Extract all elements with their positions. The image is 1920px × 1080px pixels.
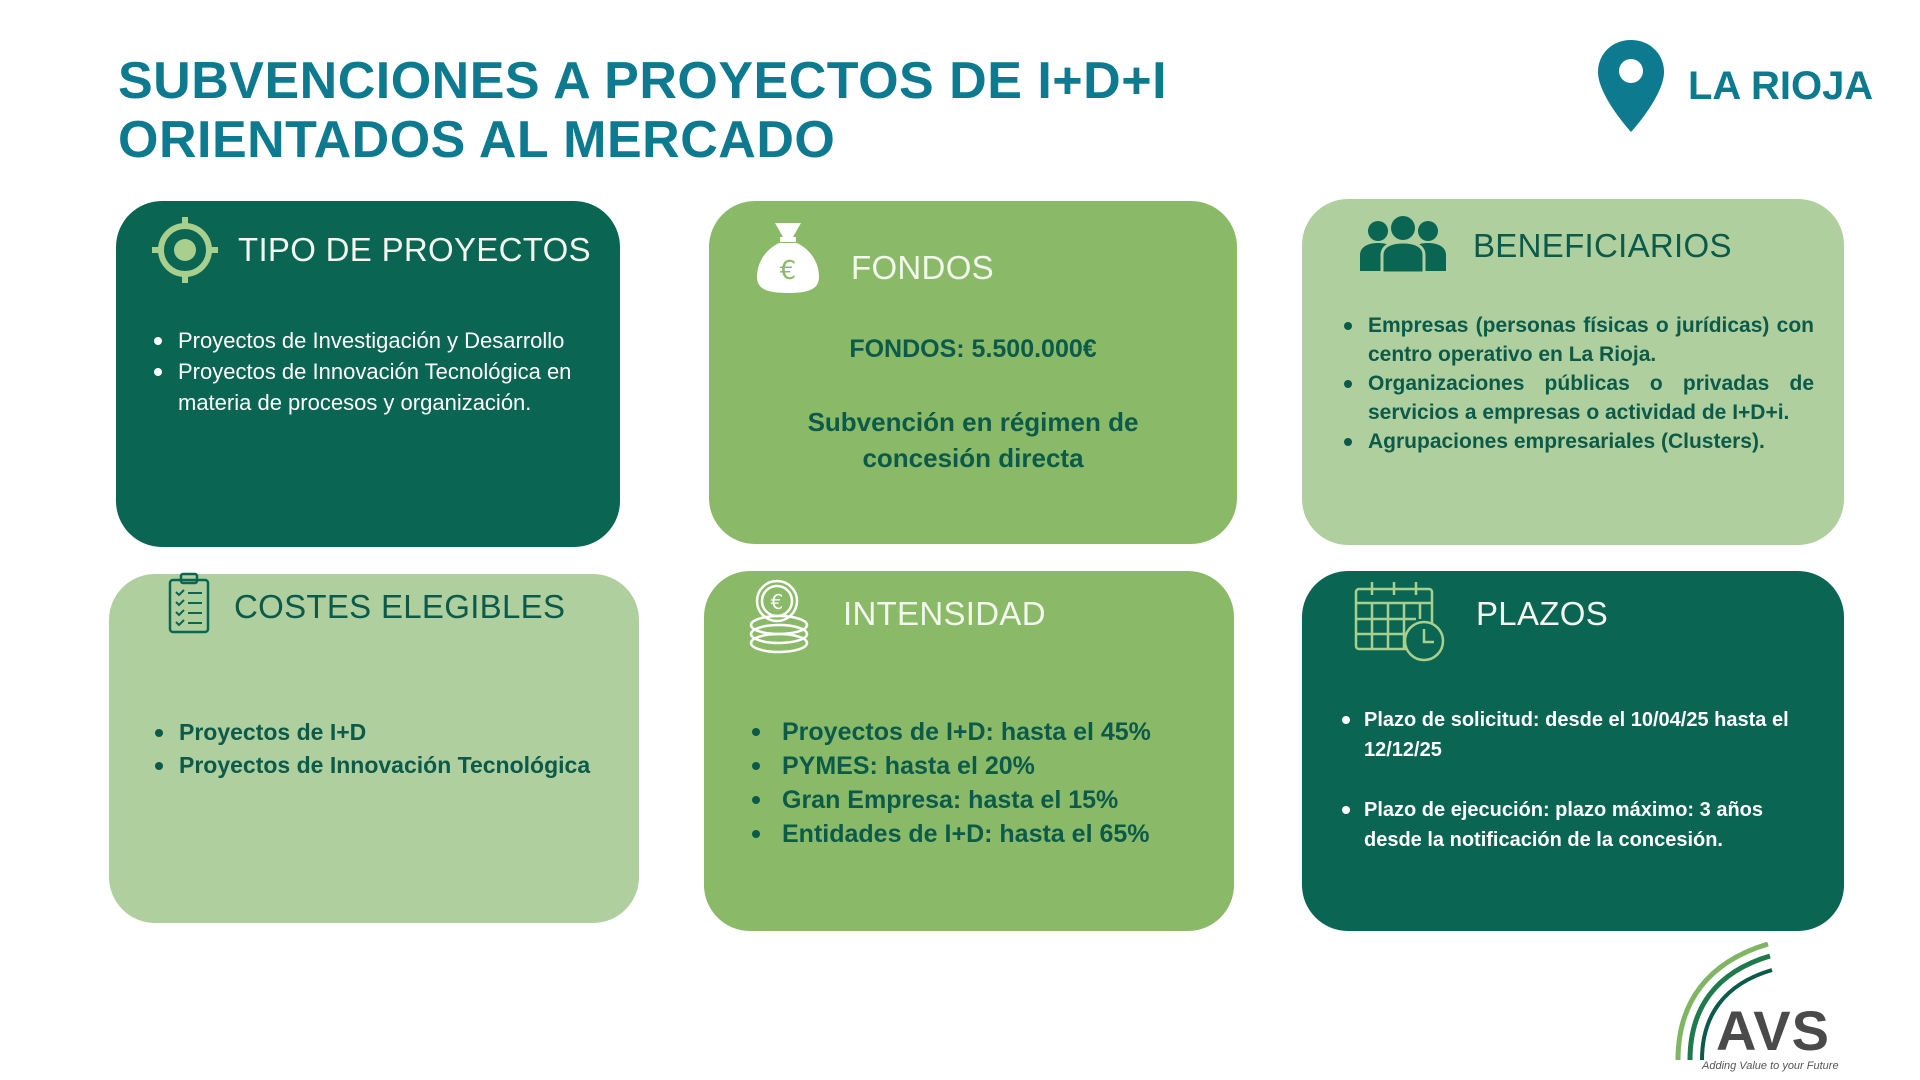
svg-text:€: € [779, 256, 797, 286]
intensidad-list [750, 715, 1220, 851]
card-title-tipo: TIPO DE PROYECTOS [238, 231, 591, 268]
card-fondos [709, 201, 1237, 544]
list-item: Proyectos de I+D [153, 716, 633, 749]
tipo-list [152, 325, 592, 418]
list-item: Organizaciones públicas o privadas de servicios a empresas o actividad de I+D+i. [1342, 369, 1814, 427]
logo-tagline: Adding Value to your Future [1702, 1060, 1839, 1072]
costes-list [153, 716, 633, 782]
clipboard-checklist-icon [167, 572, 211, 634]
list-item: Proyectos de Innovación Tecnológica [153, 749, 633, 782]
logo-name: AVS [1716, 999, 1830, 1062]
list-item: Plazo de solicitud: desde el 10/04/25 hasta el 12/12/25 [1340, 705, 1810, 765]
list-item: Empresas (personas físicas o jurídicas) con centro operativo en La Rioja. [1342, 311, 1814, 369]
calendar-clock-icon [1352, 579, 1448, 663]
card-title-beneficiarios: BENEFICIARIOS [1473, 227, 1732, 264]
list-item: Entidades de I+D: hasta el 65% [750, 817, 1220, 851]
card-plazos [1302, 571, 1844, 931]
page-title-line2: ORIENTADOS AL MERCADO [118, 111, 836, 169]
fondos-amount: FONDOS: 5.500.000€ [849, 335, 1097, 363]
fondos-regime [709, 404, 1237, 476]
card-title-fondos: FONDOS [851, 249, 994, 286]
money-bag-icon [755, 221, 821, 295]
card-beneficiarios [1302, 199, 1844, 545]
card-title-costes: COSTES ELEGIBLES [234, 588, 566, 625]
page-title-line1: SUBVENCIONES A PROYECTOS DE I+D+I [118, 52, 1168, 110]
list-item: Proyectos de I+D: hasta el 45% [750, 715, 1220, 749]
list-item: PYMES: hasta el 20% [750, 749, 1220, 783]
beneficiarios-list [1342, 311, 1814, 456]
plazos-list [1340, 705, 1810, 855]
list-item: Plazo de ejecución: plazo máximo: 3 años desde la notificación de la concesión. [1340, 795, 1810, 855]
avs-logo [1668, 942, 1858, 1080]
list-item: Proyectos de Investigación y Desarrollo [152, 325, 592, 356]
page-title [118, 52, 1167, 170]
fondos-regime-line1: Subvención en régimen de [807, 407, 1139, 437]
card-title-intensidad: INTENSIDAD [843, 595, 1046, 632]
card-costes [109, 574, 639, 923]
card-tipo-proyectos [116, 201, 620, 547]
coins-euro-icon [744, 577, 814, 657]
location-pin-icon [1596, 38, 1666, 134]
card-intensidad [704, 571, 1234, 931]
card-title-plazos: PLAZOS [1476, 595, 1609, 632]
region-badge [1596, 38, 1906, 138]
region-label: LA RIOJA [1688, 64, 1874, 108]
list-item: Agrupaciones empresariales (Clusters). [1342, 427, 1814, 456]
fondos-regime-line2: concesión directa [862, 443, 1084, 473]
list-item: Proyectos de Innovación Tecnológica en materia de procesos y organización. [152, 356, 592, 418]
people-icon [1358, 215, 1448, 275]
svg-text:€: € [770, 590, 784, 614]
list-item: Gran Empresa: hasta el 15% [750, 783, 1220, 817]
target-icon [150, 215, 220, 285]
